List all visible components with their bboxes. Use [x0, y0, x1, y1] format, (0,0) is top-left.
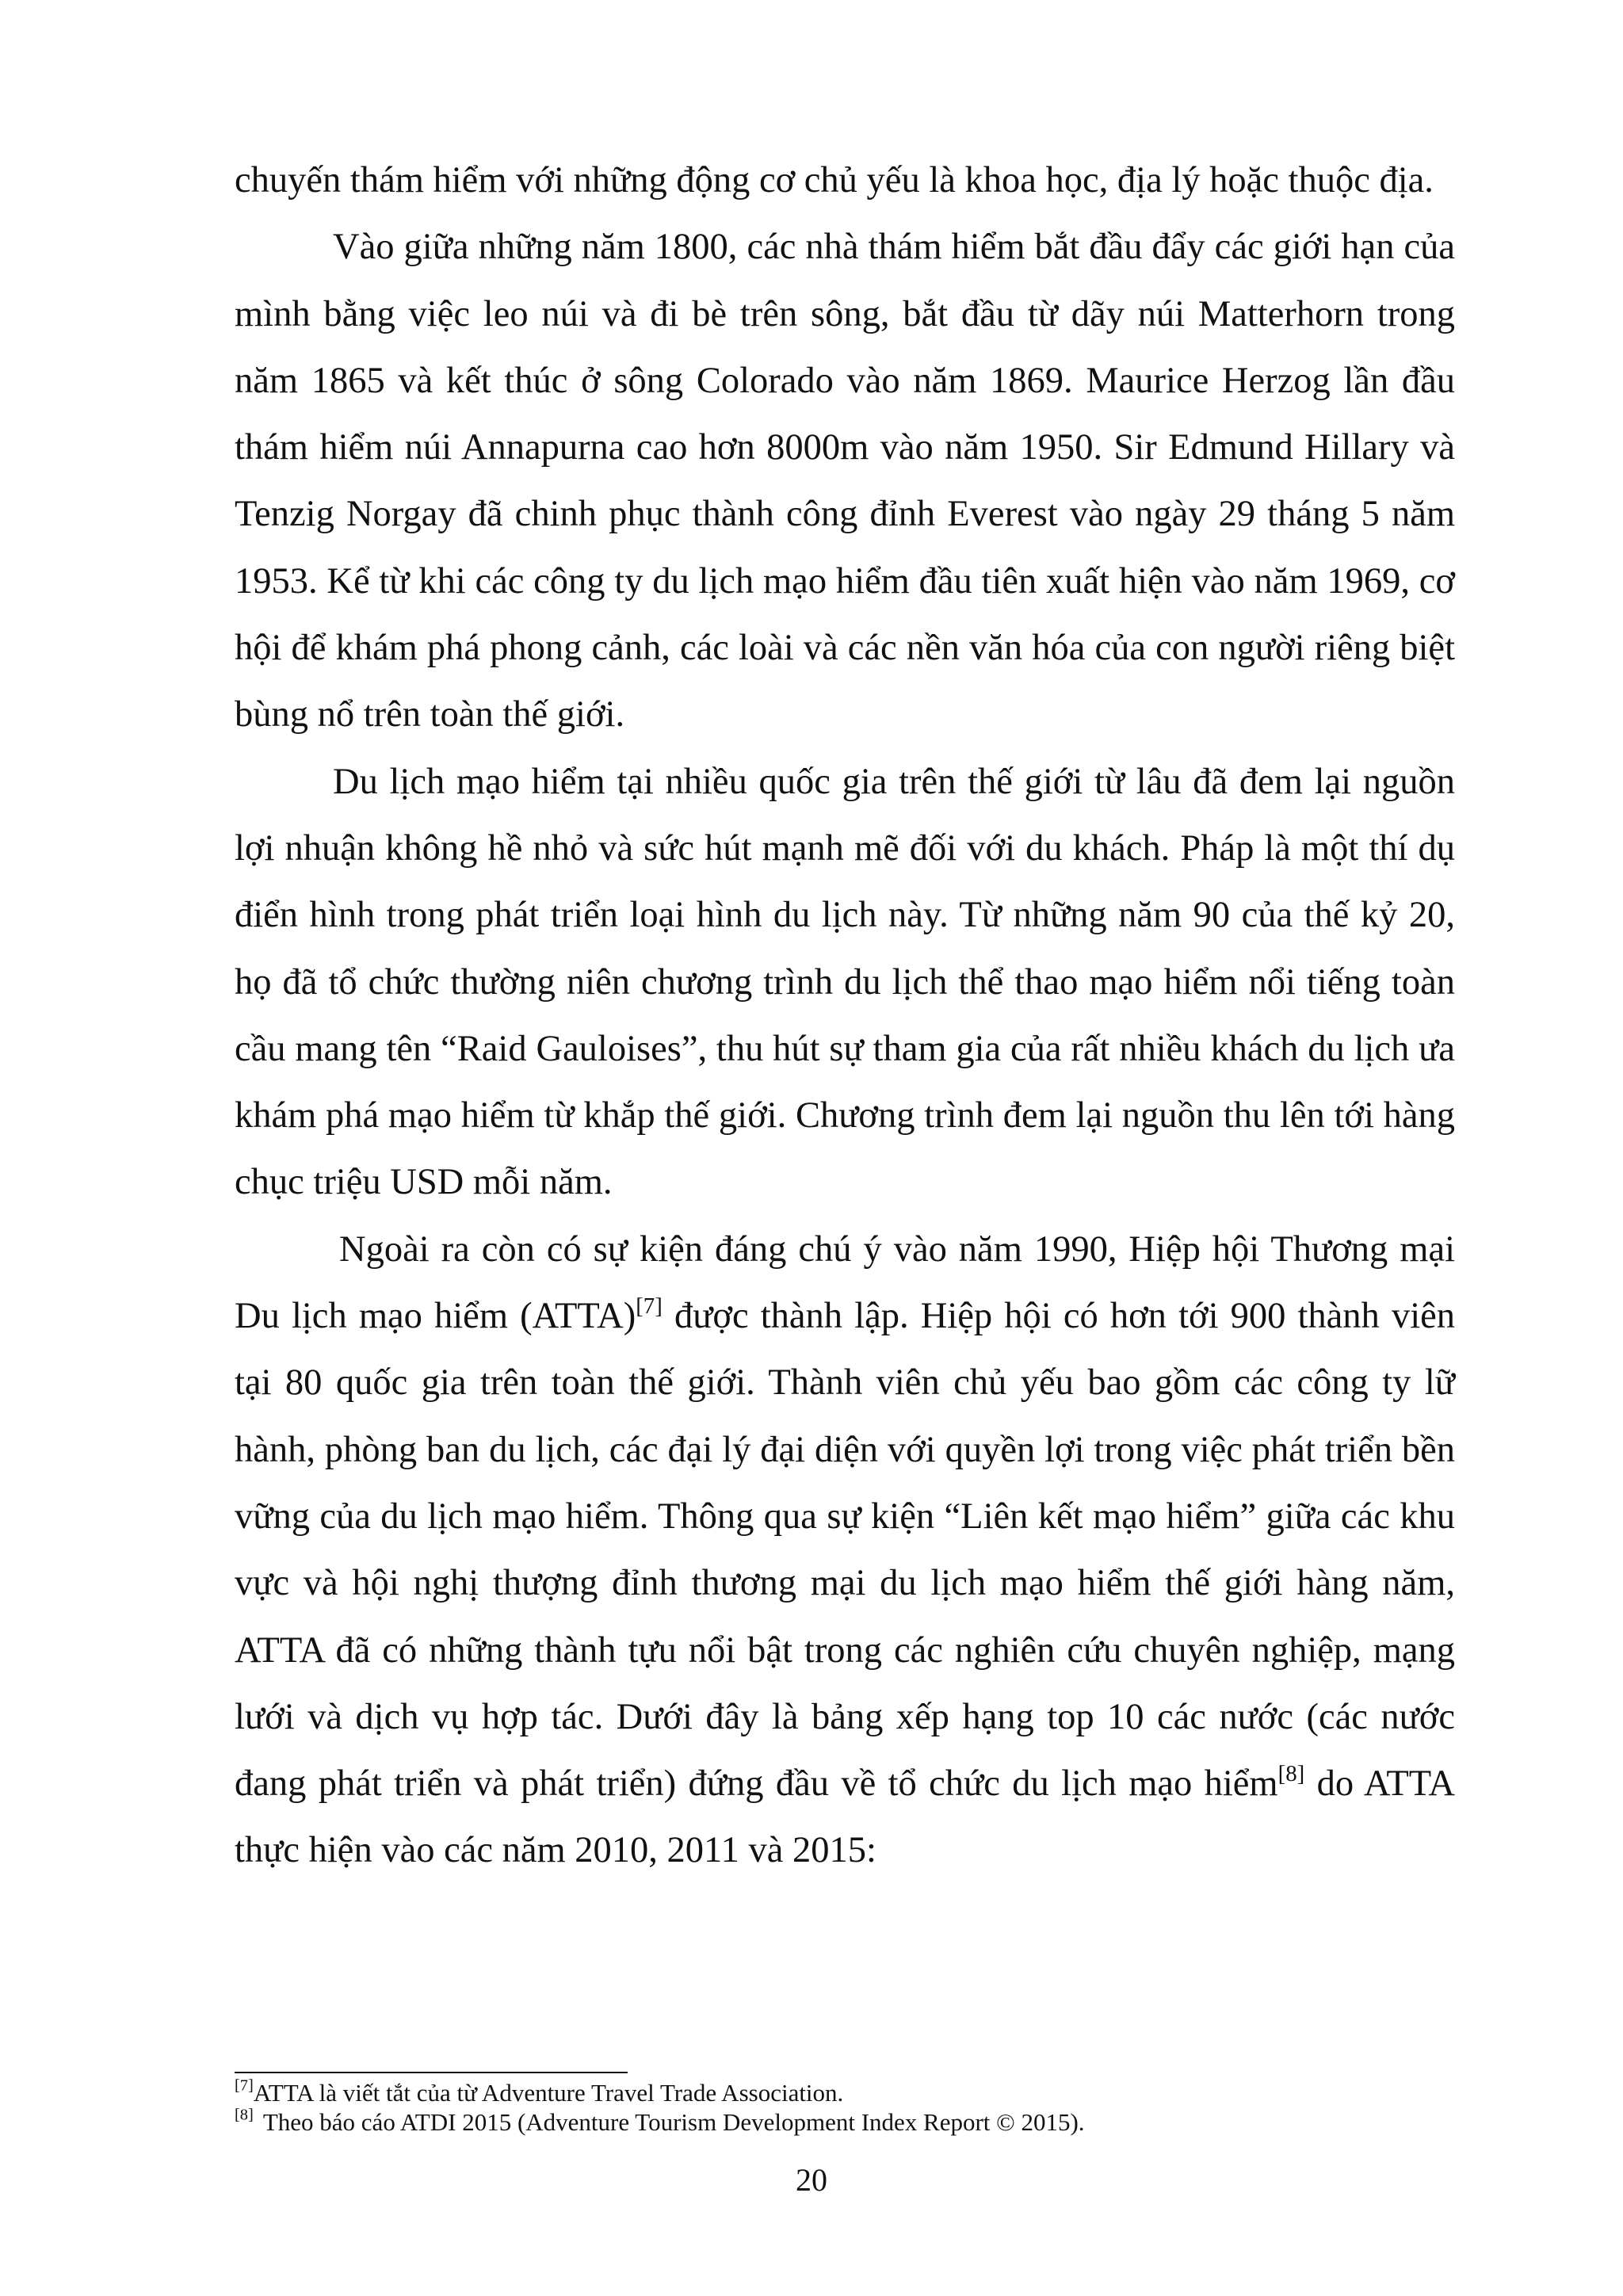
footnote-ref-7[interactable]: [7]: [636, 1293, 663, 1320]
footnote-ref-8[interactable]: [8]: [1277, 1761, 1305, 1787]
footnote-text-7: ATTA là viết tắt của từ Adventure Travel Trade Association.: [253, 2079, 844, 2107]
footnote-separator: [235, 2072, 628, 2073]
paragraph-1: chuyến thám hiểm với những động cơ chủ yếu là khoa học, địa lý hoặc thuộc địa.: [235, 160, 1434, 201]
footnote-8: [235, 2107, 1455, 2137]
footnote-text-8: Theo báo cáo ATDI 2015 (Adventure Tourism Development Index Report © 2015).: [262, 2108, 1085, 2136]
footnote-7: [235, 2078, 1455, 2107]
paragraph-4-text-1: Ngoài ra còn có sự kiện đáng chú ý vào năm 1990, Hiệp hội Thương mại Du lịch mạo hiểm (ATTA): [235, 1228, 1455, 1337]
paragraph-2: Vào giữa những năm 1800, các nhà thám hiểm bắt đầu đẩy các giới hạn của mình bằng việc leo núi và đi bè trên sông, bắt đầu từ dãy núi Matterhorn trong năm 1865 và kết thúc ở sông Colorado vào năm 1869. Maurice Herzog lần đầu thám hiểm núi Annapurna cao hơn 8000m vào năm 1950. Sir Edmund Hillary và Tenzig Norgay đã chinh phục thành công đỉnh Everest vào ngày 29 tháng 5 năm 1953. Kể từ khi các công ty du lịch mạo hiểm đầu tiên xuất hiện vào năm 1969, cơ hội để khám phá phong cảnh, các loài và các nền văn hóa của con người riêng biệt bùng nổ trên toàn thế giới.: [235, 227, 1455, 735]
footnotes: [235, 2078, 1455, 2137]
page-number: 20: [796, 2162, 827, 2198]
footnote-marker-8: [8]: [235, 2106, 254, 2124]
body-text: [235, 147, 1455, 1885]
paragraph-3: Du lịch mạo hiểm tại nhiều quốc gia trên thế giới từ lâu đã đem lại nguồn lợi nhuận không hề nhỏ và sức hút mạnh mẽ đối với du khách. Pháp là một thí dụ điển hình trong phát triển loại hình du lịch này. Từ những năm 90 của thế kỷ 20, họ đã tổ chức thường niên chương trình du lịch thể thao mạo hiểm nổi tiếng toàn cầu mang tên “Raid Gauloises”, thu hút sự tham gia của rất nhiều khách du lịch ưa khám phá mạo hiểm từ khắp thế giới. Chương trình đem lại nguồn thu lên tới hàng chục triệu USD mỗi năm.: [235, 761, 1455, 1203]
footnote-marker-7: [7]: [235, 2076, 254, 2095]
paragraph-4: [235, 1217, 1455, 1885]
paragraph-4-text-3: do ATTA thực hiện vào các năm 2010, 2011 và 2015:: [235, 1763, 1455, 1871]
paragraph-4-text-2: được thành lập. Hiệp hội có hơn tới 900 thành viên tại 80 quốc gia trên toàn thế giới. Thành viên chủ yếu bao gồm các công ty lữ hành, phòng ban du lịch, các đại lý đại diện với quyền lợi trong việc phát triển bền vững của du lịch mạo hiểm. Thông qua sự kiện “Liên kết mạo hiểm” giữa các khu vực và hội nghị thượng đỉnh thương mại du lịch mạo hiểm thế giới hàng năm, ATTA đã có những thành tựu nổi bật trong các nghiên cứu chuyên nghiệp, mạng lưới và dịch vụ hợp tác. Dưới đây là bảng xếp hạng top 10 các nước (các nước đang phát triển và phát triển) đứng đầu về tổ chức du lịch mạo hiểm: [235, 1296, 1455, 1805]
